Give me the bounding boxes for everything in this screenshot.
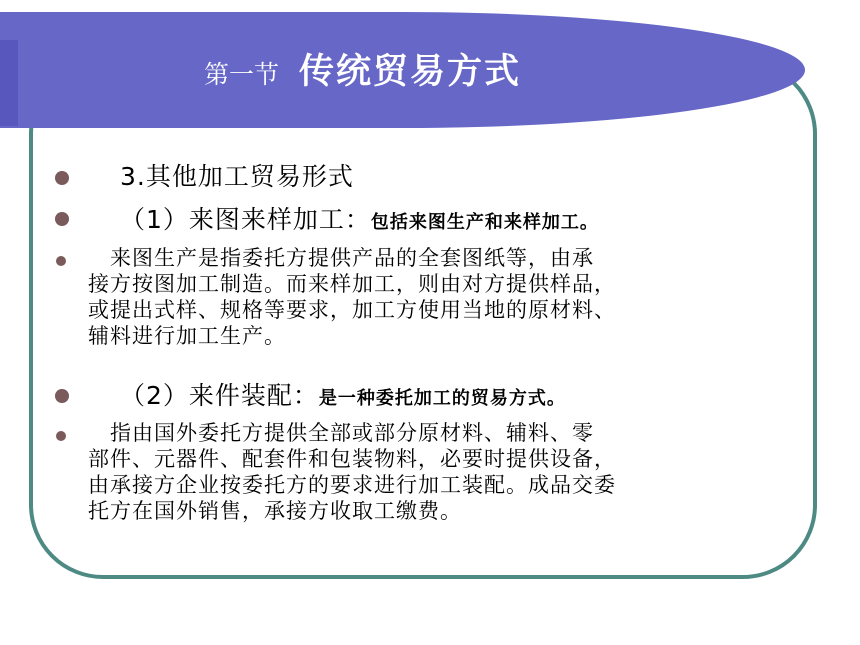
paragraph-2-line: 由承接方企业按委托方的要求进行加工装配。成品交委 [88, 473, 616, 497]
paragraph-1 [88, 245, 778, 349]
bullet-icon [56, 431, 66, 441]
bullet-icon [55, 389, 69, 403]
bullet-icon [55, 212, 69, 226]
item-subheading-1 [120, 200, 599, 236]
bullet-icon [56, 256, 66, 266]
paragraph-1-line: 或提出式样、规格等要求，加工方使用当地的原材料、 [88, 298, 616, 322]
title-prefix: 第一节 [204, 60, 280, 89]
paragraph-1-line: 来图生产是指委托方提供产品的全套图纸等，由承 [88, 246, 594, 270]
paragraph-1-line: 接方按图加工制造。而来样加工，则由对方提供样品， [88, 272, 616, 296]
subheading-2-lead: （2）来件装配： [120, 381, 319, 410]
paragraph-2 [88, 420, 778, 524]
item-subheading-2 [120, 376, 566, 412]
title-main: 传统贸易方式 [299, 51, 522, 92]
paragraph-2-line: 指由国外委托方提供全部或部分原材料、辅料、零 [88, 421, 594, 445]
item-heading: 3.其他加工贸易形式 [120, 162, 354, 191]
paragraph-2-line: 部件、元器件、配套件和包装物料，必要时提供设备， [88, 447, 616, 471]
bullet-icon [55, 171, 69, 185]
subheading-1-lead: （1）来图来样加工： [120, 205, 371, 234]
paragraph-1-line: 辅料进行加工生产。 [88, 324, 286, 348]
subheading-1-tail: 包括来图生产和来样加工。 [370, 212, 599, 233]
subheading-2-tail: 是一种委托加工的贸易方式。 [318, 388, 566, 409]
paragraph-2-line: 托方在国外销售，承接方收取工缴费。 [88, 499, 462, 523]
